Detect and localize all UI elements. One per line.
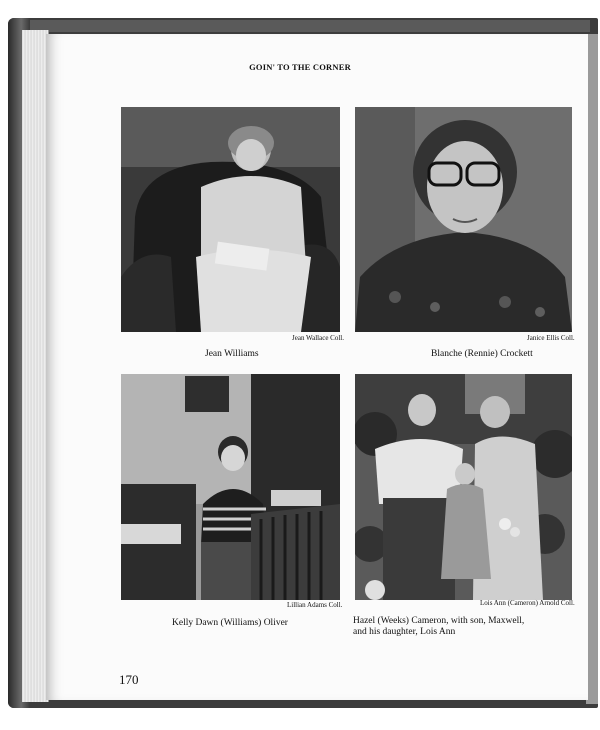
photo-hazel-cameron-family (355, 374, 572, 600)
photo-credit-1: Jean Wallace Coll. (292, 334, 344, 342)
page-number: 170 (119, 672, 139, 687)
book-cover-top-edge (30, 20, 590, 32)
photo-caption-4-line2: and his daughter, Lois Ann (353, 627, 456, 637)
photo-credit-3: Lillian Adams Coll. (287, 601, 343, 609)
photo-caption-1: Jean Williams (205, 349, 259, 359)
photo-caption-2: Blanche (Rennie) Crockett (431, 349, 533, 359)
photo-kelly-dawn-oliver (121, 374, 340, 600)
photo-hazel-cameron-family-image (355, 374, 572, 600)
photo-jean-williams (121, 107, 340, 332)
photo-kelly-dawn-oliver-image (121, 374, 340, 600)
photo-blanche-crockett-image (355, 107, 572, 332)
photo-credit-4: Lois Ann (Cameron) Arnold Coll. (480, 599, 575, 607)
page-header: GOIN' TO THE CORNER (249, 62, 351, 72)
photo-blanche-crockett (355, 107, 572, 332)
photo-caption-4-line1: Hazel (Weeks) Cameron, with son, Maxwell, (353, 616, 525, 626)
photo-credit-2: Janice Ellis Coll. (527, 334, 575, 342)
photo-jean-williams-image (121, 107, 340, 332)
photo-caption-4 (353, 616, 524, 638)
page-stack-edges (22, 30, 49, 702)
photo-caption-3: Kelly Dawn (Williams) Oliver (172, 618, 288, 628)
